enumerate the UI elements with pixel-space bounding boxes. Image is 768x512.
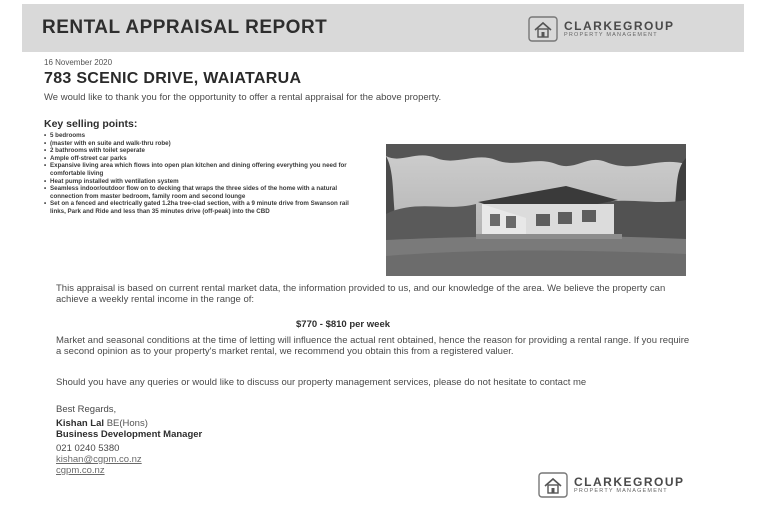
signatory-credentials: BE(Hons) <box>106 418 148 429</box>
email-link[interactable]: kishan@cgpm.co.nz <box>56 454 142 465</box>
footer-logo <box>538 472 685 498</box>
intro-paragraph: We would like to thank you for the opportunity to offer a rental appraisal for the above property. <box>44 92 442 103</box>
key-points-list <box>44 132 354 216</box>
list-item: • Seamless indoor/outdoor flow on to decking that wraps the three sides of the home with a natural connection from master bedroom, family room and second lounge <box>44 185 354 200</box>
list-item: • Heat pump installed with ventilation system <box>44 178 354 186</box>
logo-subtitle: PROPERTY MANAGEMENT <box>574 487 668 494</box>
logo-subtitle: PROPERTY MANAGEMENT <box>564 31 658 38</box>
property-address: 783 SCENIC DRIVE, WAIATARUA <box>44 70 302 87</box>
logo-name: CLARKEGROUP <box>574 474 685 489</box>
property-photo <box>386 144 686 276</box>
list-item: • Set on a fenced and electrically gated 1.2ha tree-clad section, with a 9 minute drive from Swanson rail links, Park and Ride and less than 35 minutes drive (off-peak) into the CBD <box>44 200 354 215</box>
website-link[interactable]: cgpm.co.nz <box>56 465 105 476</box>
list-item: • (master with en suite and walk-thru robe) <box>44 140 354 148</box>
signatory-name-text: Kishan Lal <box>56 418 105 429</box>
signatory-title: Business Development Manager <box>56 429 203 440</box>
phone-number: 021 0240 5380 <box>56 443 120 454</box>
appraisal-paragraph: This appraisal is based on current rental market data, the information provided to us, and our knowledge of the area. We believe the property can achieve a weekly rental income in the range of: <box>56 283 666 305</box>
house-logo-icon <box>538 472 568 498</box>
rental-price-range: $770 - $810 per week <box>296 319 391 330</box>
list-item: • 5 bedrooms <box>44 132 354 140</box>
company-logo <box>528 16 675 42</box>
list-item: • Ample off-street car parks <box>44 155 354 163</box>
contact-paragraph: Should you have any queries or would like to discuss our property management services, please do not hesitate to contact me <box>56 377 587 388</box>
logo-name: CLARKEGROUP <box>564 18 675 33</box>
sign-off: Best Regards, <box>56 404 117 415</box>
house-logo-icon <box>528 16 558 42</box>
market-conditions-paragraph: Market and seasonal conditions at the time of letting will influence the actual rent obtained, hence the reason for providing a rental range. If you require a second opinion as to your property's market rental, we recommend you obtain this from a registered valuer. <box>56 335 690 357</box>
report-date: 16 November 2020 <box>44 58 113 67</box>
list-item: • 2 bathrooms with toilet seperate <box>44 147 354 155</box>
report-title: RENTAL APPRAISAL REPORT <box>42 17 328 38</box>
signatory-name <box>56 418 148 429</box>
key-points-heading: Key selling points: <box>44 118 138 130</box>
list-item: • Expansive living area which flows into open plan kitchen and dining offering everything you need for comfortable living <box>44 162 354 177</box>
